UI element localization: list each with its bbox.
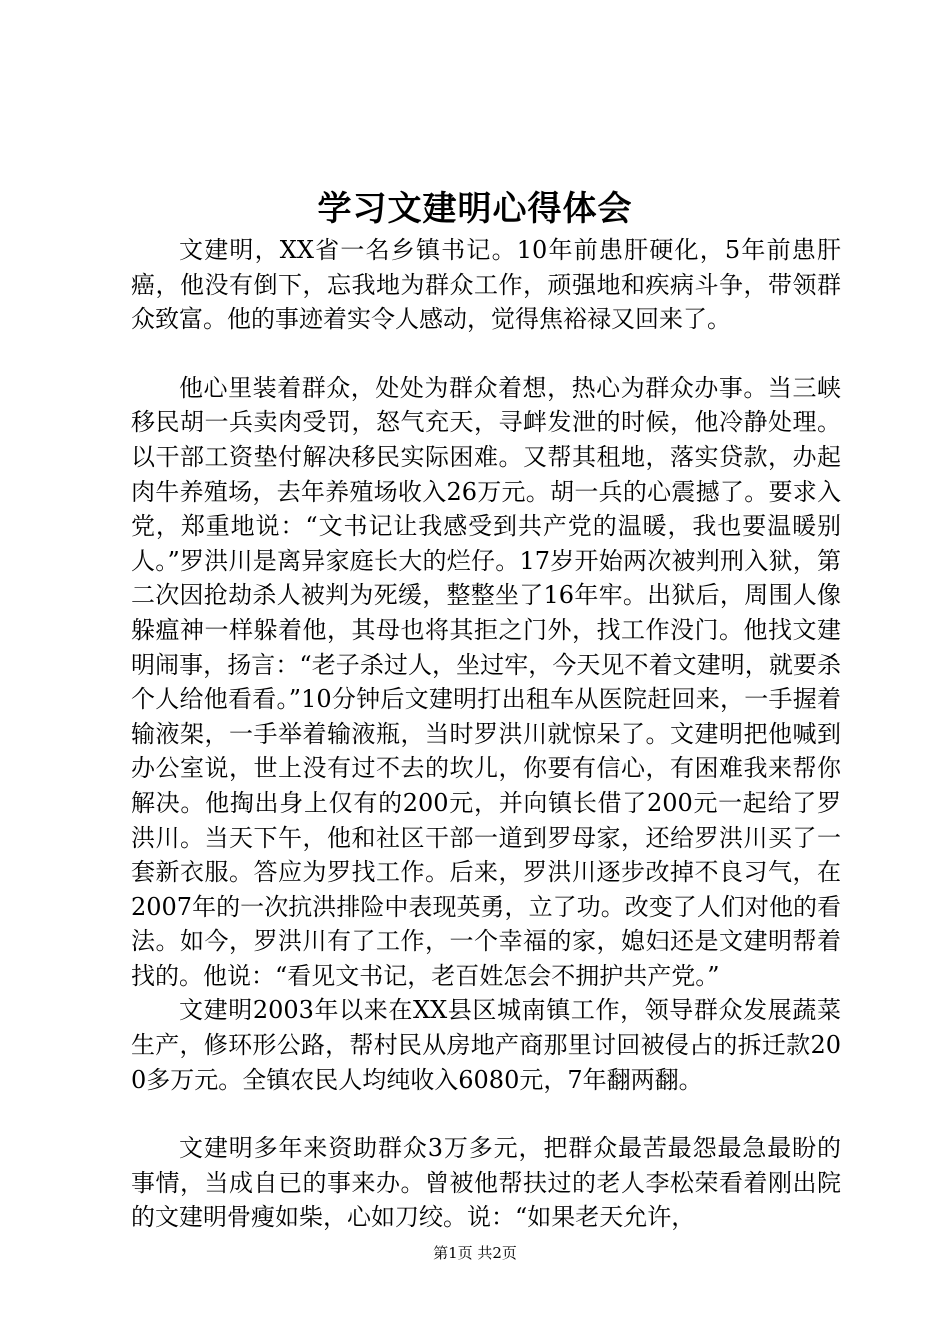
paragraph-aid: 文建明多年来资助群众3万多元，把群众最苦最怨最急最盼的事情，当成自已的事来办。曾被他帮扶过的老人李松荣看着刚出院的文建明骨瘦如柴，心如刀绞。说：“如果老天允许， (131, 1134, 841, 1232)
paragraph-stories: 他心里装着群众，处处为群众着想，热心为群众办事。当三峡移民胡一兵卖肉受罚，怒气充天，寻衅发泄的时候，他冷静处理。以干部工资垫付解决移民实际困难。又帮其租地，落实贷款，办起肉牛养殖场，去年养殖场收入26万元。胡一兵的心震撼了。要求入党，郑重地说：“文书记让我感受到共产党的温暖，我也要温暖别人。”罗洪川是离异家庭长大的烂仔。17岁开始两次被判刑入狱，第二次因抢劫杀人被判为死缓，整整坐了16年牢。出狱后，周围人像躲瘟神一样躲着他，其母也将其拒之门外，找工作没门。他找文建明闹事，扬言：“老子杀过人，坐过牢，今天见不着文建明，就要杀个人给他看看。”10分钟后文建明打出租车从医院赶回来，一手握着输液架，一手举着输液瓶，当时罗洪川就惊呆了。文建明把他喊到办公室说，世上没有过不去的坎儿，你要有信心，有困难我来帮你解决。他掏出身上仅有的200元，并向镇长借了200元一起给了罗洪川。当天下午，他和社区干部一道到罗母家，还给罗洪川买了一套新衣服。答应为罗找工作。后来，罗洪川逐步改掉不良习气，在2007年的一次抗洪排险中表现英勇，立了功。改变了人们对他的看法。如今，罗洪川有了工作，一个幸福的家，媳妇还是文建明帮着找的。他说：“看见文书记，老百姓怎会不拥护共产党。” (131, 373, 841, 990)
paragraph-achievements: 文建明2003年以来在XX县区城南镇工作，领导群众发展蔬菜生产，修环形公路，帮村民从房地产商那里讨回被侵占的拆迁款200多万元。全镇农民人均纯收入6080元，7年翻两翻。 (131, 996, 841, 1094)
document-title: 学习文建明心得体会 (317, 189, 633, 229)
paragraph-spacer (131, 1097, 841, 1131)
document-body (131, 233, 841, 1235)
paragraph-spacer (131, 337, 841, 371)
paragraph-intro: 文建明，XX省一名乡镇书记。10年前患肝硬化，5年前患肝癌，他没有倒下，忘我地为群众工作，顽强地和疾病斗争，带领群众致富。他的事迹着实令人感动，觉得焦裕禄又回来了。 (131, 236, 841, 334)
page-number-footer: 第1页 共2页 (433, 1244, 517, 1262)
